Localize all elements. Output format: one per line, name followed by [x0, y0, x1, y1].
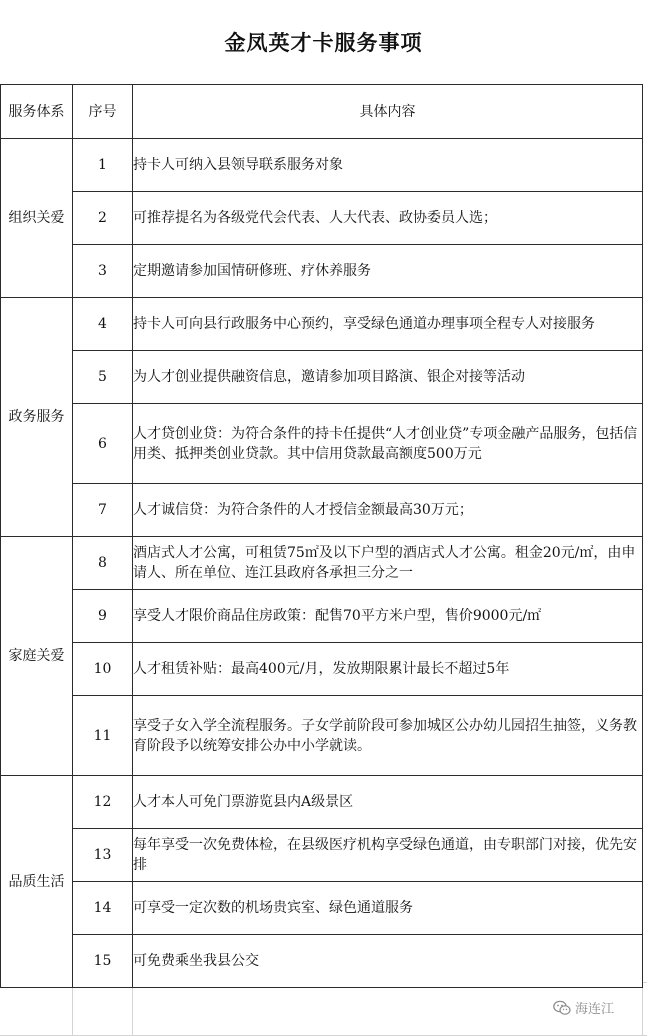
item-number: 9 — [73, 590, 133, 643]
watermark — [553, 998, 614, 1017]
item-content: 持卡人可向县行政服务中心预约，享受绿色通道办理事项全程专人对接服务 — [133, 298, 643, 351]
table-row — [1, 882, 643, 935]
item-number: 14 — [73, 882, 133, 935]
group-name: 品质生活 — [1, 776, 73, 988]
header-number: 序号 — [73, 85, 133, 139]
item-content: 为人才创业提供融资信息，邀请参加项目路演、银企对接等活动 — [133, 351, 643, 404]
item-number: 4 — [73, 298, 133, 351]
item-content: 酒店式人才公寓，可租赁75㎡及以下户型的酒店式人才公寓。租金20元/㎡，由申请人、所在单位、连江县政府各承担三分之一 — [133, 537, 643, 590]
item-number: 5 — [73, 351, 133, 404]
item-content: 人才贷创业贷：为符合条件的持卡任提供“人才创业贷”专项金融产品服务，包括信用类、抵押类创业贷款。其中信用贷款最高额度500万元 — [133, 404, 643, 484]
table-row — [1, 776, 643, 829]
header-content: 具体内容 — [133, 85, 643, 139]
wechat-logo-icon — [553, 1000, 571, 1016]
table-row — [1, 643, 643, 696]
item-content: 持卡人可纳入县领导联系服务对象 — [133, 139, 643, 192]
item-number: 7 — [73, 484, 133, 537]
table-row — [1, 192, 643, 245]
item-content: 定期邀请参加国情研修班、疗休养服务 — [133, 245, 643, 298]
group-name: 政务服务 — [1, 298, 73, 537]
table-row — [1, 696, 643, 776]
table-row — [1, 351, 643, 404]
header-row — [1, 85, 643, 139]
item-content: 享受人才限价商品住房政策：配售70平方米户型，售价9000元/㎡ — [133, 590, 643, 643]
table-row — [1, 537, 643, 590]
service-table — [0, 84, 643, 988]
table-row — [1, 298, 643, 351]
item-number: 2 — [73, 192, 133, 245]
item-content: 可免费乘坐我县公交 — [133, 935, 643, 988]
item-content: 享受子女入学全流程服务。子女学前阶段可参加城区公办幼儿园招生抽签，义务教育阶段予以统筹安排公办中小学就读。 — [133, 696, 643, 776]
item-number: 15 — [73, 935, 133, 988]
group-name: 组织关爱 — [1, 139, 73, 298]
gridline — [72, 982, 73, 1036]
item-content: 可享受一定次数的机场贵宾室、绿色通道服务 — [133, 882, 643, 935]
item-content: 人才诚信贷：为符合条件的人才授信金额最高30万元； — [133, 484, 643, 537]
table-row — [1, 245, 643, 298]
item-number: 12 — [73, 776, 133, 829]
watermark-text: 海连江 — [575, 1002, 615, 1017]
item-number: 8 — [73, 537, 133, 590]
table-row — [1, 935, 643, 988]
item-number: 11 — [73, 696, 133, 776]
item-content: 人才租赁补贴：最高400元/月，发放期限累计最长不超过5年 — [133, 643, 643, 696]
item-number: 3 — [73, 245, 133, 298]
table-row — [1, 484, 643, 537]
item-number: 13 — [73, 829, 133, 882]
item-number: 10 — [73, 643, 133, 696]
table-row — [1, 829, 643, 882]
header-system: 服务体系 — [1, 85, 73, 139]
item-number: 6 — [73, 404, 133, 484]
item-content: 可推荐提名为各级党代会代表、人大代表、政协委员人选； — [133, 192, 643, 245]
gridline — [132, 982, 133, 1036]
item-content: 每年享受一次免费体检，在县级医疗机构享受绿色通道，由专职部门对接，优先安排 — [133, 829, 643, 882]
group-name: 家庭关爱 — [1, 537, 73, 776]
table-row — [1, 139, 643, 192]
page-title: 金凤英才卡服务事项 — [0, 0, 647, 84]
item-content: 人才本人可免门票游览县内A级景区 — [133, 776, 643, 829]
table-row — [1, 590, 643, 643]
item-number: 1 — [73, 139, 133, 192]
table-row — [1, 404, 643, 484]
